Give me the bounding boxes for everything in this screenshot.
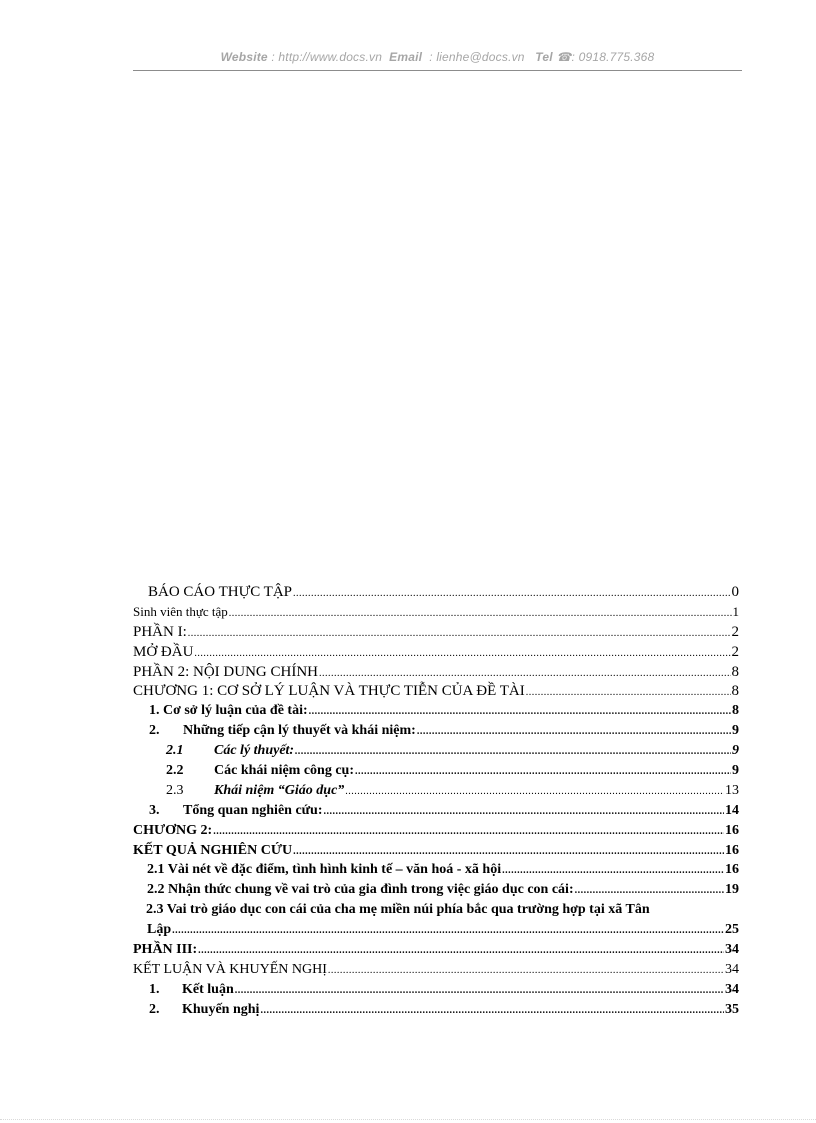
toc-entry[interactable]	[133, 843, 739, 863]
toc-entry-title: PHẦN III:	[133, 942, 198, 958]
toc-entry-number: 2.2	[166, 763, 184, 779]
toc-leader-dots	[526, 687, 731, 698]
toc-entry[interactable]	[133, 703, 739, 723]
toc-entry[interactable]	[133, 823, 739, 843]
toc-entry-page: 19	[725, 882, 739, 898]
toc-leader-dots	[293, 588, 730, 599]
toc-leader-dots	[309, 706, 731, 717]
toc-entry-page: 1	[732, 603, 739, 619]
toc-entry[interactable]	[133, 644, 739, 664]
toc-leader-dots	[328, 965, 724, 976]
toc-entry-number: 3.	[149, 802, 160, 818]
toc-entry-page: 35	[725, 1001, 739, 1017]
page-bottom-edge	[0, 1119, 816, 1120]
toc-leader-dots	[213, 826, 724, 837]
toc-entry-title: KẾT LUẬN VÀ KHUYẾN NGHỊ	[133, 961, 327, 977]
toc-entry-title: KẾT QUẢ NGHIÊN CỨU	[133, 842, 293, 858]
toc-entry[interactable]	[133, 683, 739, 703]
toc-entry-number: 2.	[149, 1001, 160, 1017]
toc-leader-dots	[345, 786, 724, 797]
tel-value: : 0918.775.368	[571, 50, 655, 64]
toc-entry[interactable]	[133, 604, 739, 624]
toc-entry-page: 9	[732, 743, 739, 759]
toc-entry-page: 13	[725, 782, 739, 798]
toc-entry-page: 16	[725, 862, 739, 878]
toc-entry[interactable]	[133, 664, 739, 684]
toc-entry-title: Khuyến nghị	[182, 1001, 260, 1017]
toc-entry-title: Những tiếp cận lý thuyết và khái niệm:	[183, 723, 416, 739]
toc-entry-page: 8	[731, 663, 739, 680]
toc-entry-title-line1[interactable]: 2.3 Vai trò giáo dục con cái của cha mẹ miền núi phía bắc qua trường hợp tại xã Tân	[146, 902, 650, 918]
toc-entry-page: 14	[725, 802, 739, 818]
toc-leader-dots	[295, 746, 731, 757]
toc-leader-dots	[575, 885, 724, 896]
email-value: : lienhe@docs.vn	[429, 50, 525, 64]
toc-leader-dots	[324, 806, 724, 817]
tel-label: Tel	[535, 50, 553, 64]
toc-entry-title: MỞ ĐẦU	[133, 643, 194, 660]
toc-entry-page: 9	[732, 763, 739, 779]
toc-entry[interactable]	[133, 1002, 739, 1022]
toc-entry-title: Các lý thuyết:	[214, 743, 295, 759]
toc-leader-dots	[502, 865, 724, 876]
toc-leader-dots	[417, 726, 731, 737]
toc-entry-title-line2: Lập	[147, 922, 172, 938]
toc-leader-dots	[319, 668, 731, 679]
toc-entry[interactable]	[133, 723, 739, 743]
toc-entry[interactable]	[133, 803, 739, 823]
toc-entry-page: 8	[731, 683, 739, 700]
toc-entry[interactable]	[133, 783, 739, 803]
toc-entry-title: CHƯƠNG 2:	[133, 822, 213, 838]
toc-entry-title: BÁO CÁO THỰC TẬP	[148, 584, 293, 600]
toc-entry[interactable]	[133, 882, 739, 902]
toc-leader-dots	[260, 1005, 724, 1016]
toc-entry-title: Kết luận	[182, 981, 234, 997]
page-header	[133, 50, 742, 64]
toc-entry-page: 16	[725, 842, 739, 858]
toc-entry-title: Các khái niệm công cụ:	[214, 763, 354, 779]
email-label: Email	[389, 50, 423, 64]
phone-icon: ☎	[556, 50, 572, 64]
toc-leader-dots	[188, 628, 731, 639]
toc-leader-dots	[293, 846, 724, 857]
toc-entry-title: 2.2 Nhận thức chung về vai trò của gia đình trong việc giáo dục con cái:	[147, 882, 574, 898]
toc-entry-page: 2	[731, 623, 739, 640]
toc-entry-page: 8	[732, 703, 739, 719]
toc-entry-title: PHẦN I:	[133, 623, 187, 640]
toc-leader-dots	[235, 985, 724, 996]
toc-entry-page: 0	[731, 584, 739, 600]
toc-entry-number: 2.1	[166, 743, 184, 759]
toc-entry-page: 25	[725, 922, 739, 938]
table-of-contents	[133, 584, 739, 1022]
website-value: : http://www.docs.vn	[271, 50, 383, 64]
toc-entry[interactable]	[133, 862, 739, 882]
toc-entry-page: 34	[725, 961, 739, 977]
toc-entry-page: 2	[731, 643, 739, 660]
toc-entry-page: 16	[725, 822, 739, 838]
header-divider	[133, 70, 742, 71]
toc-entry-title: PHẦN 2: NỘI DUNG CHÍNH	[133, 663, 318, 680]
toc-entry-title: 1. Cơ sở lý luận của đề tài:	[149, 703, 308, 719]
toc-leader-dots	[172, 925, 724, 936]
toc-entry-page: 9	[732, 723, 739, 739]
toc-entry[interactable]	[133, 743, 739, 763]
toc-leader-dots	[198, 945, 724, 956]
toc-entry-title: 2.1 Vài nét về đặc điểm, tình hình kinh tế – văn hoá - xã hội	[147, 862, 502, 878]
toc-entry[interactable]	[133, 584, 739, 604]
toc-leader-dots	[229, 608, 732, 619]
website-label: Website	[220, 50, 268, 64]
toc-entry[interactable]	[133, 942, 739, 962]
toc-entry[interactable]	[133, 624, 739, 644]
toc-entry-title: CHƯƠNG 1: CƠ SỞ LÝ LUẬN VÀ THỰC TIỄN CỦA ĐỀ TÀI	[133, 683, 525, 700]
toc-entry[interactable]	[133, 962, 739, 982]
toc-entry-title: Sinh viên thực tập	[133, 603, 228, 619]
toc-entry-number: 1.	[149, 981, 160, 997]
toc-entry-page: 34	[725, 942, 739, 958]
toc-entry-number: 2.3	[166, 782, 184, 798]
toc-leader-dots	[355, 766, 731, 777]
toc-entry-number: 2.	[149, 723, 160, 739]
toc-entry[interactable]	[133, 922, 739, 942]
toc-entry-title: Tổng quan nghiên cứu:	[183, 802, 323, 818]
toc-entry[interactable]	[133, 982, 739, 1002]
toc-leader-dots	[194, 648, 730, 659]
toc-entry-page: 34	[725, 981, 739, 997]
toc-entry-title: Khái niệm “Giáo dục”	[214, 782, 345, 798]
toc-entry[interactable]	[133, 763, 739, 783]
